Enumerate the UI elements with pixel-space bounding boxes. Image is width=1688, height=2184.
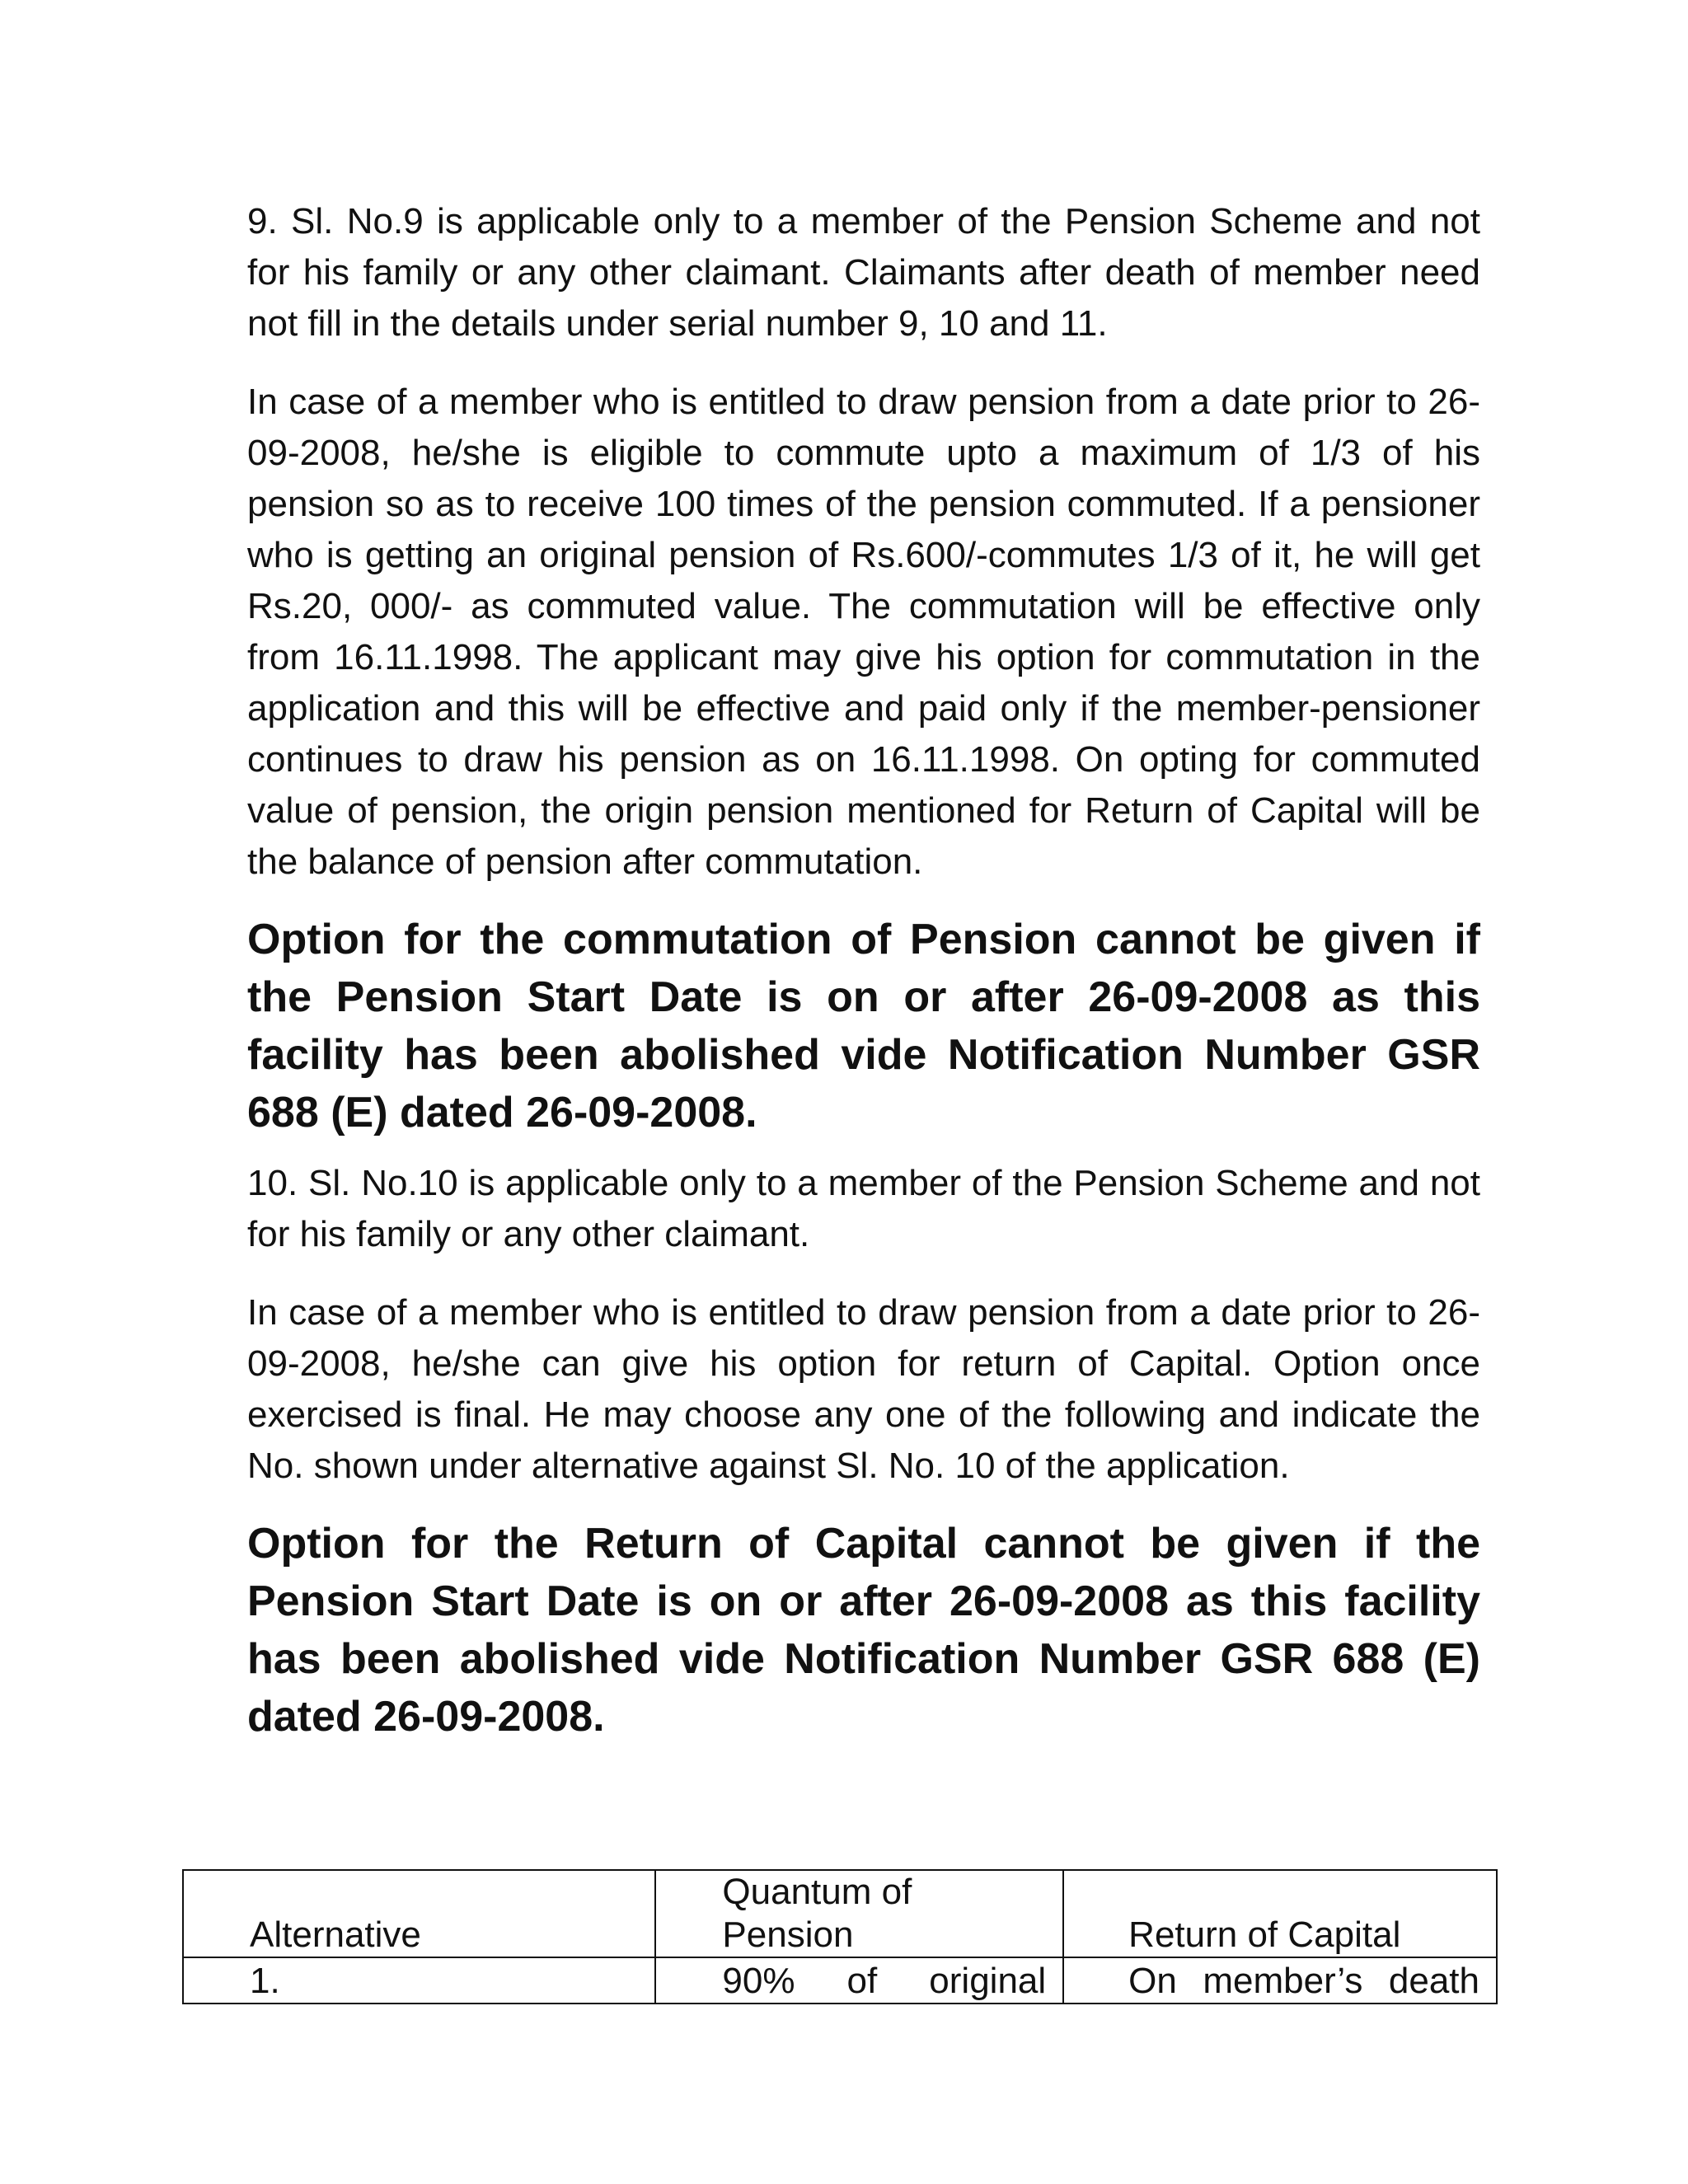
header-return-of-capital: Return of Capital (1063, 1870, 1497, 1957)
cell-return-of-capital (1063, 1957, 1497, 2004)
paragraph-sl-no-9: 9. Sl. No.9 is applicable only to a member of the Pension Scheme and not for his family or any other claimant. Claimants after death of member need not fill in the details under serial number 9, 10 and 11. (247, 201, 1480, 344)
alternatives-table (182, 1869, 1498, 2004)
table-header-row (183, 1870, 1497, 1957)
header-alternative: Alternative (183, 1870, 655, 1957)
notice-commutation-abolished: Option for the commutation of Pension cannot be given if the Pension Start Date is on or after 26-09-2008 as this facility has been abolished vide Notification Number GSR 688 (E) dated 26-09-2008. (247, 916, 1480, 1137)
paragraph-return-of-capital: In case of a member who is entitled to draw pension from a date prior to 26-09-2008, he/she can give his option for return of Capital. Option once exercised is final. He may choose any one of the following and indicate the No. shown under alternative against Sl. No. 10 of the application. (247, 1292, 1480, 1486)
paragraph-commutation-details: In case of a member who is entitled to draw pension from a date prior to 26-09-2008, he/she is eligible to commute upto a maximum of 1/3 of his pension so as to receive 100 times of the pension commuted. If a pensioner who is getting an original pension of Rs.600/-commutes 1/3 of it, he will get Rs.20, 000/- as commuted value. The commutation will be effective only from 16.11.1998. The applicant may give his option for commutation in the application and this will be effective and paid only if the member-pensioner continues to draw his pension as on 16.11.1998. On opting for commuted value of pension, the origin pension mentioned for Return of Capital will be the balance of pension after commutation. (247, 382, 1480, 882)
table-row (183, 1957, 1497, 2004)
document-body (247, 196, 1480, 1746)
cell-alternative: 1. (183, 1957, 655, 2004)
cell-quantum-of-pension (655, 1957, 1063, 2004)
paragraph-sl-no-10: 10. Sl. No.10 is applicable only to a member of the Pension Scheme and not for his family or any other claimant. (247, 1163, 1480, 1254)
cell-quantum-text: 90% of original (722, 1961, 1047, 2001)
notice-return-of-capital-abolished: Option for the Return of Capital cannot be given if the Pension Start Date is on or after 26-09-2008 as this facility has been abolished vide Notification Number GSR 688 (E) dated 26-09-2008. (247, 1520, 1480, 1741)
cell-return-text: On member’s death (1128, 1961, 1479, 2001)
header-quantum-of-pension: Quantum of Pension (655, 1870, 1063, 1957)
